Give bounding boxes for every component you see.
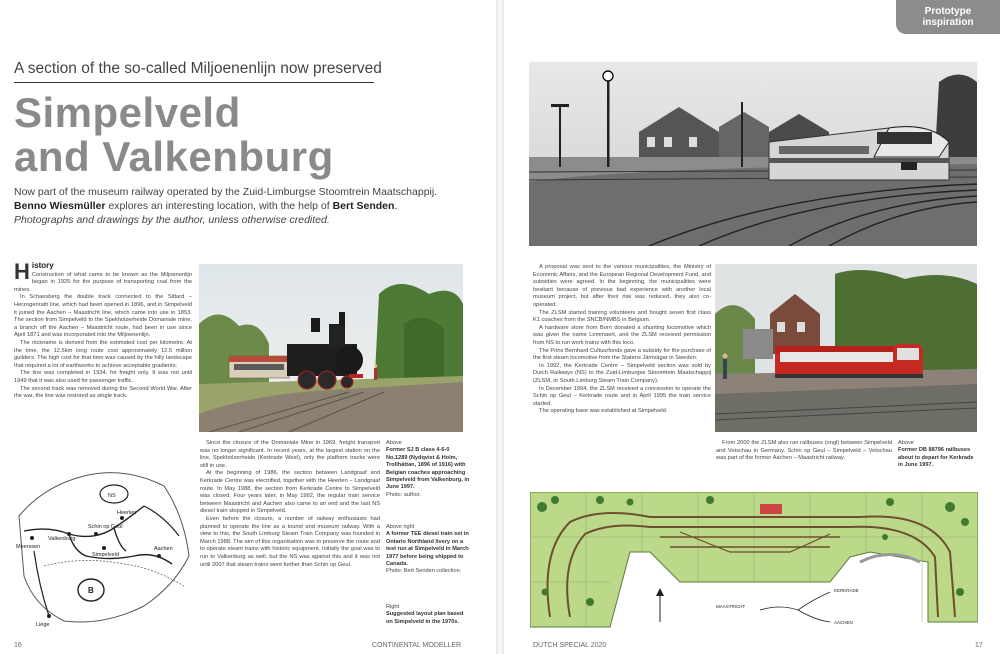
- column-2: [200, 440, 380, 569]
- col1-p2: In Schaesberg the double track connected to the Sittard – Herzogenrath line, which had been opened in 1896, and in Simpelveld it joined the Aachen – Maastricht line, which came into use in 1853. The section from Simpelveld to the Spekholzerheide Domaniale mine, a branch off the Aachen – Maastricht route, had been in use since April 1871 and was incorporated into the Miljoenenlijn.: [14, 294, 192, 339]
- issue-name: DUTCH SPECIAL 2020: [533, 642, 607, 649]
- col3-p3: A hardware store from Born donated a shunting locomotive which was given the name Lommaert, and the ZLSM received permission from NS to run work trains with this loco.: [533, 324, 711, 346]
- section-tab-line2: inspiration: [922, 17, 974, 28]
- intro-credit: Photographs and drawings by the author, unless otherwise credited.: [14, 214, 330, 226]
- title-line2: and Valkenburg: [14, 133, 334, 180]
- plan-label-kerkrade: KERKRADE: [834, 588, 859, 593]
- page-number-right: 17: [975, 642, 983, 649]
- caption-label: Above right: [386, 524, 415, 530]
- col4-p1: From 2000 the ZLSM also ran railbuses (ongl) between Simpelveld and Vetschau in Germany. Schin op Geul – Simpelveld – Vetschau was part of the former Aachen – Maastricht railway.: [716, 440, 892, 462]
- caption-credit: Photo: author.: [386, 491, 421, 498]
- page-gutter: [496, 0, 504, 654]
- caption-text: Suggested layout plan based on Simpelveld in the 1970s.: [386, 611, 464, 625]
- route-map: [14, 456, 194, 640]
- col3-p2: The ZLSM started training volunteers and bought seven first class K1 coaches from the SNCB/NMBS in Belgium.: [533, 309, 711, 324]
- col2-p3: Even before the closure, a number of railway enthusiasts had planned to operate the line as a tourist and museum railway. With a view to this, the South Limburg Steam Train Company was founded in March 1988. The aim of this organisation was to preserve the route and to operate steam trains with historic equipment. Initially the goal was to run to Valkenburg as well, but the NS was against this and it was not until 2007 that steam trains went further than Schin op Geul.: [200, 515, 380, 568]
- photo-steam-train: [199, 264, 463, 432]
- map-label-meerssen: Meerssen: [16, 544, 41, 550]
- caption-railbus: [898, 440, 980, 470]
- map-label-heerlen: Heerlen: [117, 510, 137, 516]
- col2-p2: At the beginning of 1986, the section between Landgraaf and Kerkrade Centre was electrified, together with the Heerlen – Landgraaf route. In May 1988, the section from Kerkrade Centre to Simpelveld was closed. Four years later, in May 1992, the regular train service between Maastricht and Aachen also came to an end and the last NS diesel train stopped in Simpelveld.: [200, 470, 380, 515]
- drop-cap: H: [14, 259, 30, 284]
- article-title: [14, 91, 414, 179]
- railbus-illustration: [715, 264, 977, 432]
- col1-p3: The nickname is derived from the estimated cost per kilometre. At the time, the 12.5km long route cost approximately 12.5 million guilders. The high cost for that time was caused by the hilly landscape that required a lot of earthworks to achieve acceptable gradients.: [14, 339, 192, 369]
- photo-railbus: [715, 264, 977, 432]
- plan-label-aachen: AACHEN: [834, 620, 853, 625]
- intro-line1: Now part of the museum railway operated by the Zuid-Limburgse Stoomtrein Maatschappij.: [14, 186, 438, 198]
- article-intro: [14, 185, 484, 227]
- caption-label: Above: [898, 440, 914, 446]
- col3-p6: In December 1994, the ZLSM received a concession to operate the Schin op Geul – Kerkrade route and in April 1995 the train service started.: [533, 385, 711, 407]
- article-kicker: A section of the so-called Miljoenenlijn now preserved: [14, 60, 374, 83]
- plan-label-maastricht: MAASTRICHT: [716, 604, 746, 609]
- caption-steam-train: [386, 440, 470, 499]
- tee-train-illustration: [529, 62, 977, 246]
- intro-mid: explores an interesting location, with the help of: [105, 200, 333, 212]
- map-label-simpelveld: Simpelveld: [92, 552, 119, 558]
- caption-text: Former SJ B class 4-6-0 No.1289 (Nydqvist & Holm, Trollhättan, 1896 of 1916) with Belgian coaches approaching Simpelveld from Valkenburg, in June 1997.: [386, 447, 470, 491]
- map-badge-b: B: [88, 586, 94, 595]
- map-label-liege: Liège: [36, 622, 50, 628]
- author-name: Benno Wiesmüller: [14, 200, 106, 212]
- map-label-valkenburg: Valkenburg: [48, 536, 76, 542]
- col3-p7: The operating base was established at Simpelveld.: [539, 408, 668, 415]
- route-map-drawing: [14, 456, 194, 640]
- col1-p4: The line was completed in 1934, for freight only. It was not until 1949 that it was also used for passenger traffic.: [14, 370, 192, 384]
- column-4: [716, 440, 892, 463]
- caption-layout-plan: [386, 604, 470, 626]
- section-tab-line1: Prototype: [924, 6, 972, 17]
- photo-tee-train: [529, 62, 977, 246]
- title-line1: Simpelveld: [14, 89, 241, 136]
- caption-credit: Photo: Bert Senden collection.: [386, 568, 462, 575]
- col2-p1: Since the closure of the Domaniale Mine in 1969, freight transport was no longer significant. In recent years, at the largest station on the line, Spekholzerheide (Kerkrade West), only the platform tracks were still in use.: [200, 440, 380, 469]
- map-label-aachen: Aachen: [154, 546, 173, 552]
- caption-tee-train: [386, 524, 470, 576]
- caption-text: A former TEE diesel train set in Ontario Northland livery on a test run at Simpelveld in March 1977 before being shipped to Canada.: [386, 531, 469, 568]
- page-number-left: 16: [14, 642, 22, 649]
- helper-name: Bert Senden: [332, 200, 395, 212]
- intro-end: .: [394, 200, 398, 212]
- caption-label: Above: [386, 440, 402, 446]
- caption-text: Former DB 88796 railbuses about to depart for Kerkrade in June 1997.: [898, 447, 974, 469]
- layout-plan-drawing: [530, 492, 978, 632]
- col3-p1: A proposal was sent to the various municipalities, the Ministry of Economic Affairs, and the European Regional Development Fund, and subsidies were agreed. In the beginning, the municipalities were hesitant because of previous bad experience with another local museum project, but after their risk was reduced, they also co-operated.: [533, 264, 711, 308]
- steam-train-illustration: [199, 264, 463, 432]
- map-label-schin: Schin op Geul: [88, 524, 123, 530]
- section-tab: [896, 0, 1000, 34]
- column-1: [14, 259, 192, 401]
- col1-p5: The second track was removed during the Second World War. After the war, the line was restored as single track.: [14, 385, 192, 400]
- map-badge-ns: NS: [108, 493, 116, 499]
- layout-plan: [530, 492, 978, 632]
- magazine-name: CONTINENTAL MODELLER: [372, 642, 462, 649]
- intro-line2: [14, 199, 484, 213]
- caption-label: Right: [386, 604, 400, 610]
- history-heading: istory: [31, 261, 54, 270]
- col1-p1: Construction of what came to be known as the Miljoenenlijn began in 1925 for the purpose of transporting coal from the mines.: [14, 271, 192, 293]
- col3-p5: In 1992, the Kerkrade Centre – Simpelveld section was sold by Dutch Railways (NS) to the Zuid-Limburgse Stoomtrein Maatschappij (ZLSM, or South Limburg Steam Train Company).: [533, 362, 711, 384]
- column-3: [533, 264, 711, 416]
- col3-p4: The Prins Bernhard Cultuurfonds gave a subsidy for the purchase of the first steam locomotive from the Statens Järnvägar in Sweden.: [533, 347, 711, 362]
